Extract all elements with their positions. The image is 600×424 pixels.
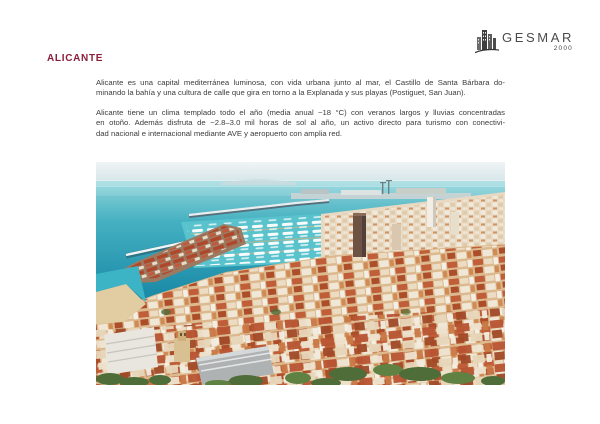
text-line: dad nacional e internacional mediante AVE y aeropuerto con amplia red. [96,128,343,138]
paragraph-city [96,78,505,99]
intro-text [96,78,505,148]
logo-wordmark: GESMAR [502,30,574,45]
text-line: Alicante es una capital mediterránea luminosa, con vida urbana junto al mar, el Castillo de Santa Bárbara do- [96,78,505,87]
alicante-aerial-photo-svg [96,162,505,385]
gesmar-logo [475,24,574,55]
photo-white-building [104,327,158,375]
paragraph-climate [96,108,505,139]
city-skyline-icon [475,25,499,55]
logo-year: 2000 [553,45,573,52]
text-line: minando la bahía y una cultura de calle que gira en torno a la Explanada y sus playas (Postiguet, San Juan). [96,88,466,98]
alicante-aerial-photo [96,162,505,385]
page-title: ALICANTE [47,53,104,64]
logo-text [502,24,574,52]
text-line: en otoño. Además disfruta de ~2.8–3.0 mil horas de sol al año, un activo directo para turismo con conectivi- [96,118,505,128]
photo-haze [96,180,505,187]
text-line: Alicante tiene un clima templado todo el año (media anual ~18 °C) con veranos largos y lluvias concentradas [96,107,505,117]
